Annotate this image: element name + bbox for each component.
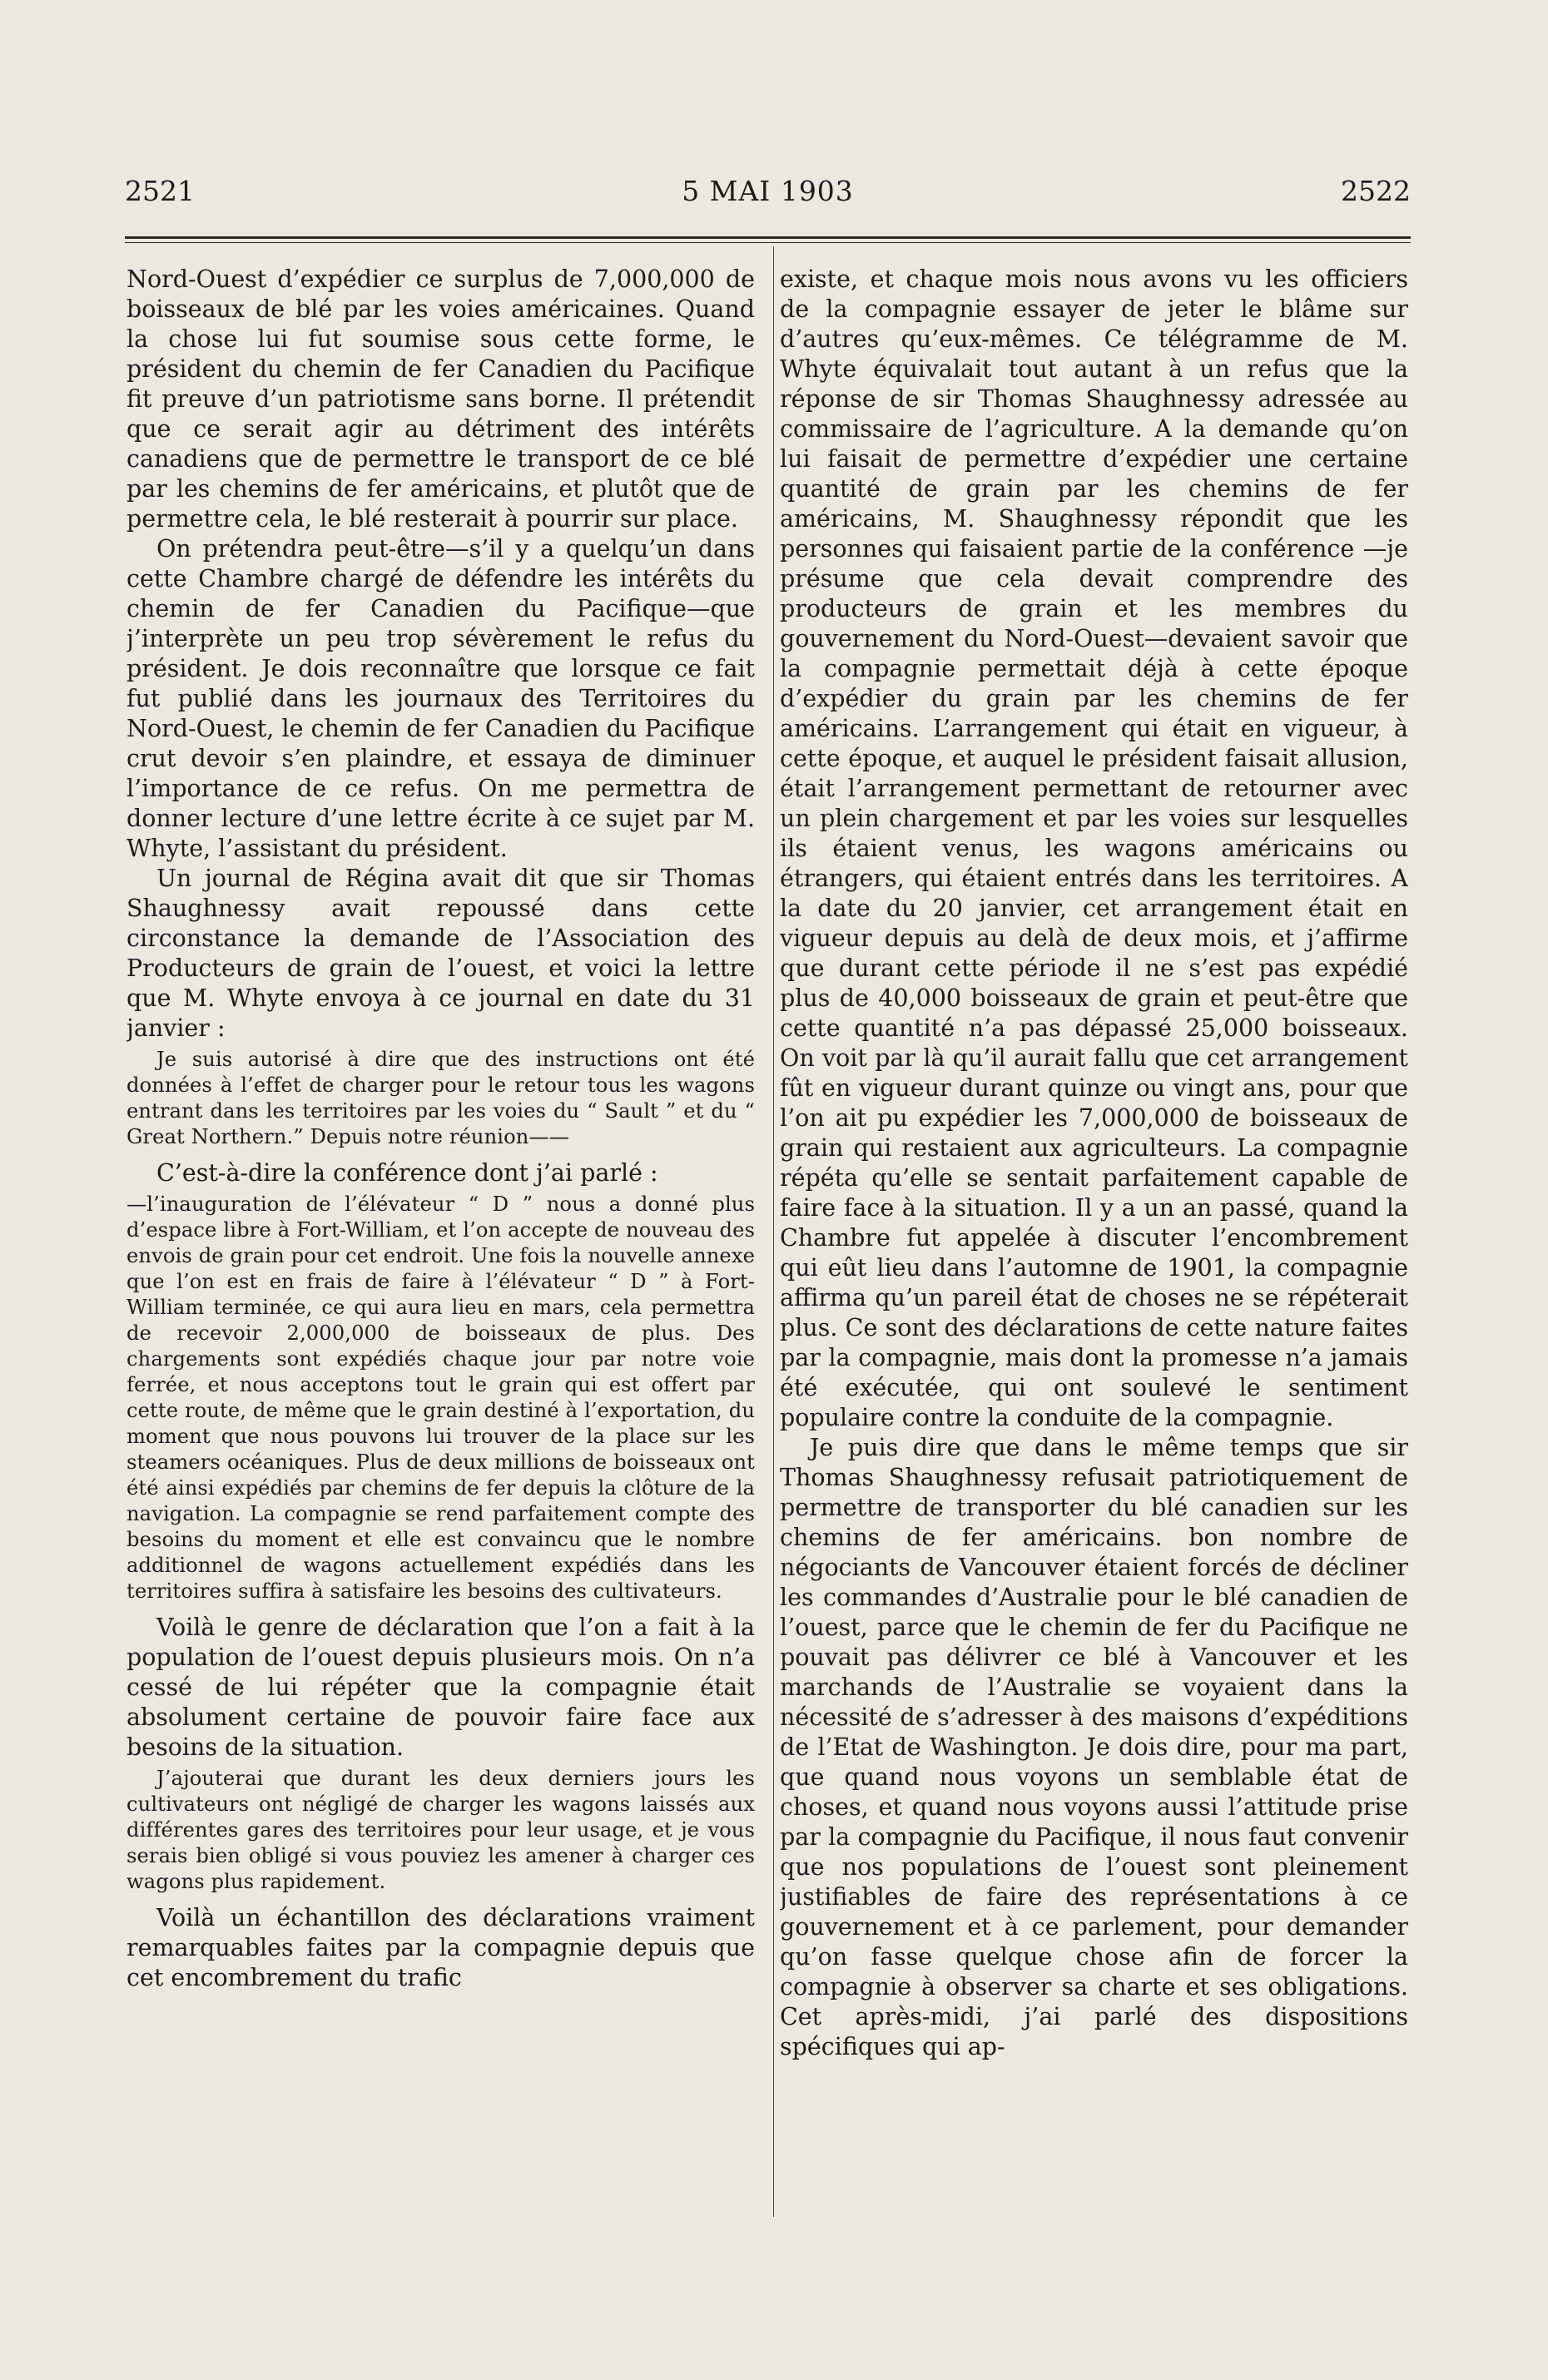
paragraph: On prétendra peut-être—s’il y a quelqu’un dans cette Chambre chargé de défendre les intérêts du chemin de fer Canadien du Pacifique—que j’interprète un peu trop sévèrement le refus du président. Je dois reconnaître que lorsque ce fait fut publié dans les journaux des Territoires du Nord-Ouest, le chemin de fer Canadien du Pacifique crut devoir s’en plaindre, et essaya de diminuer l’importance de ce refus. On me permettra de donner lecture d’une lettre écrite à ce sujet par M. Whyte, l’assistant du président. [127, 535, 755, 862]
quotation: —l’inauguration de l’élévateur “ D ” nous a donné plus d’espace libre à Fort-William, et l’on accepte de nouveau des envois de grain pour cet endroit. Une fois la nouvelle annexe que l’on est en frais de faire à l’élévateur “ D ” à Fort-William terminée, ce qui aura lieu en mars, cela permettra de recevoir 2,000,000 de boisseaux de plus. Des chargements sont expédiés chaque jour par notre voie ferrée, et nous acceptons tout le grain qui est offert par cette route, de même que le grain destiné à l’exportation, du moment que nous pouvons lui trouver de la place sur les steamers océaniques. Plus de deux millions de boisseaux ont été ainsi expédiés par chemins de fer depuis la clôture de la navigation. La compagnie se rend parfaitement compte des besoins du moment et elle est convaincu que le nombre additionnel de wagons actuellement expédiés dans les territoires suffira à satisfaire les besoins des cultivateurs. [127, 1192, 755, 1603]
paragraph: existe, et chaque mois nous avons vu les officiers de la compagnie essayer de jeter le blâme sur d’autres qu’eux-mêmes. Ce télégramme de M. Whyte équivalait tout autant à un refus que la réponse de sir Thomas Shaughnessy adressée au commissaire de l’agriculture. A la demande qu’on lui faisait de permettre d’expédier une certaine quantité de grain par les chemins de fer américains, M. Shaughnessy répondit que les personnes qui faisaient partie de la conférence —je présume que cela devait comprendre des producteurs de grain et les membres du gouvernement du Nord-Ouest—devaient savoir que la compagnie permettait déjà à cette époque d’expédier du grain par les chemins de fer américains. L’arrangement qui était en vigueur, à cette époque, et auquel le président faisait allusion, était l’arrangement permettant de retourner avec un plein chargement et par les voies sur lesquelles ils étaient venus, les wagons américains ou étrangers, qui étaient entrés dans les territoires. A la date du 20 janvier, cet arrangement était en vigueur depuis au delà de deux mois, et j’affirme que durant cette période il ne s’est pas expédié plus de 40,000 boisseaux de grain et peut-être que cette quantité n’a pas dépassé 25,000 boisseaux. On voit par là qu’il aurait fallu que cet arrangement fût en vigueur durant quinze ou vingt ans, pour que l’on ait pu expédier les 7,000,000 de boisseaux de grain qui restaient aux agriculteurs. La compagnie répéta qu’elle se sentait parfaitement capable de faire face à la situation. Il y a un an passé, quand la Chambre fut appelée à discuter l’encombrement qui eût lieu dans l’automne de 1901, la compagnie affirma qu’un pareil état de choses ne se répéterait plus. Ce sont des déclarations de cette nature faites par la compagnie, mais dont la promesse n’a jamais été exécutée, qui ont soulevé le sentiment populaire contre la conduite de la compagnie. [780, 265, 1408, 1431]
page-date: 5 MAI 1903 [682, 175, 854, 207]
paragraph: Je puis dire que dans le même temps que sir Thomas Shaughnessy refusait patriotiquement de permettre de transporter du blé canadien sur les chemins de fer américains. bon nombre de négociants de Vancouver étaient forcés de décliner les commandes d’Australie pour le blé canadien de l’ouest, parce que le chemin de fer du Pacifique ne pouvait pas délivrer ce blé à Vancouver et les marchands de l’Australie se voyaient dans la nécessité de s’adresser à des maisons d’expéditions de l’Etat de Washington. Je dois dire, pour ma part, que quand nous voyons un semblable état de choses, et quand nous voyons aussi l’attitude prise par la compagnie du Pacifique, il nous faut convenir que nos populations de l’ouest sont pleinement justifiables de faire des représentations à ce gouvernement et à ce parlement, pour demander qu’on fasse quelque chose afin de forcer la compagnie à observer sa charte et ses obligations. Cet après-midi, j’ai parlé des dispositions spécifiques qui ap- [780, 1434, 1408, 2060]
right-page-number: 2522 [1341, 175, 1411, 207]
header-rule-thick [125, 236, 1411, 239]
quotation: J’ajouterai que durant les deux derniers jours les cultivateurs ont négligé de charger les wagons laissés aux différentes gares des territoires pour leur usage, et je vous serais bien obligé si vous pouviez les amener à charger ces wagons plus rapidement. [127, 1767, 755, 1893]
paragraph: C’est-à-dire la conférence dont j’ai parlé : [156, 1159, 658, 1187]
paragraph: Nord-Ouest d’expédier ce surplus de 7,000,000 de boisseaux de blé par les voies américaines. Quand la chose lui fut soumise sous cette forme, le président du chemin de fer Canadien du Pacifique fit preuve d’un patriotisme sans borne. Il prétendit que ce serait agir au détriment des intérêts canadiens que de permettre le transport de ce blé par les chemins de fer américains, et plutôt que de permettre cela, le blé resterait à pourrir sur place. [127, 265, 755, 533]
paragraph: Voilà le genre de déclaration que l’on a fait à la population de l’ouest depuis plusieurs mois. On n’a cessé de lui répéter que la compagnie était absolument certaine de pouvoir faire face aux besoins de la situation. [127, 1614, 755, 1761]
page-header [125, 175, 1411, 208]
paragraph: Un journal de Régina avait dit que sir Thomas Shaughnessy avait repoussé dans cette circonstance la demande de l’Association des Producteurs de grain de l’ouest, et voici la lettre que M. Whyte envoya à ce journal en date du 31 janvier : [127, 865, 755, 1042]
paragraph: Voilà un échantillon des déclarations vraiment remarquables faites par la compagnie depuis que cet encombrement du trafic [127, 1904, 755, 1991]
left-column [127, 265, 755, 2229]
column-divider [773, 246, 774, 2217]
right-column [780, 265, 1408, 2229]
header-rule-thin [125, 242, 1411, 243]
quotation: Je suis autorisé à dire que des instructions ont été données à l’effet de charger pour le retour tous les wagons entrant dans les territoires par les voies du “ Sault ” et du “ Great Northern.” Depuis notre réunion—— [127, 1048, 755, 1148]
left-page-number: 2521 [125, 175, 195, 207]
